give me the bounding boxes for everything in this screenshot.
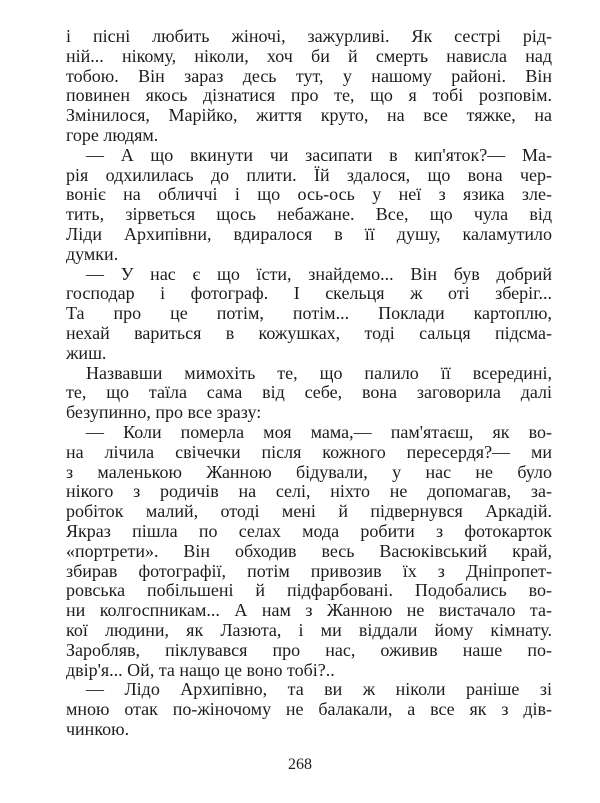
text-line: робіток малий, отоді мені й підвернувся Аркадій. <box>66 501 552 522</box>
text-line: тобою. Він зараз десь тут, у нашому районі. Він <box>66 65 552 86</box>
text-line: мною отак по-жіночому не балакали, а все як з дів- <box>66 699 552 720</box>
text-line: — А що вкинути чи засипати в кип'яток?— Ма- <box>86 144 552 165</box>
text-line: Заробляв, піклувався про нас, оживив наше по- <box>66 639 552 660</box>
text-line: двір'я... Ой, та нащо це воно тобі?.. <box>66 659 335 680</box>
paragraph <box>66 364 552 423</box>
text-line: Та про це потім, потім... Поклади картоплю, <box>66 303 552 324</box>
text-line: і пісні любить жіночі, зажурливі. Як сестрі рід- <box>66 26 552 46</box>
text-line: кої людини, як Лазюта, і ми віддали йому кімнату. <box>66 619 552 640</box>
text-line: ровська побільшені й підфарбовані. Подобались во- <box>66 580 552 601</box>
text-line: ній... нікому, ніколи, хоч би й смерть нависла над <box>66 45 552 66</box>
paragraph <box>66 423 552 680</box>
text-line: Назвавши мимохіть те, що палило її всередині, <box>86 362 552 383</box>
paragraph <box>66 265 552 364</box>
text-line: тить, зірветься щось небажане. Все, що чула від <box>66 204 552 225</box>
text-line: з маленькою Жанною бідували, у нас не було <box>66 461 552 482</box>
text-line: Ліди Архипівни, вдиралося в її душу, каламутило <box>66 223 552 244</box>
text-line: те, що таїла сама від себе, вона заговорила далі <box>66 382 552 403</box>
text-line: — Лідо Архипівно, та ви ж ніколи раніше зі <box>86 679 552 700</box>
text-line: ни колгоспникам... А нам з Жанною не вистачало та- <box>66 600 552 621</box>
text-line: нехай вариться в кожушках, тоді сальця підсма- <box>66 322 552 343</box>
page-number: 268 <box>288 756 312 773</box>
text-line: збирав фотографії, потім привозив їх з Дніпропет- <box>66 560 552 581</box>
text-line: — Коли померла моя мама,— пам'ятаєш, як во- <box>86 421 552 442</box>
paragraph <box>66 146 552 265</box>
text-line: чинкою. <box>66 718 130 739</box>
text-line: господар і фотограф. І скельця ж оті зберіг... <box>66 283 552 304</box>
paragraph <box>66 680 552 739</box>
text-line: нікого з родичів на селі, ніхто не допомагав, за- <box>66 481 552 502</box>
text-line: повинен якось дізнатися про те, що я тобі розповім. <box>66 85 552 106</box>
text-line: рія одхилилась до плити. Їй здалося, що вона чер- <box>66 164 552 185</box>
page-body-text <box>66 27 552 740</box>
paragraph <box>66 27 552 146</box>
text-line: Змінилося, Марійко, життя круто, на все тяжке, на <box>66 105 552 126</box>
text-line: думки. <box>66 243 119 264</box>
text-line: — У нас є що їсти, знайдемо... Він був добрий <box>86 263 552 284</box>
text-line: горе людям. <box>66 124 159 145</box>
text-line: на лічила свічечки після кожного пересердя?— ми <box>66 441 552 462</box>
text-line: безупинно, про все зразу: <box>66 402 262 423</box>
text-line: воніє на обличчі і що ось-ось у неї з язика зле- <box>66 184 552 205</box>
text-line: Якраз пішла по селах мода робити з фотокарток <box>66 520 552 541</box>
text-line: «портрети». Він обходив весь Васюківський край, <box>66 540 552 561</box>
text-line: жиш. <box>66 342 107 363</box>
